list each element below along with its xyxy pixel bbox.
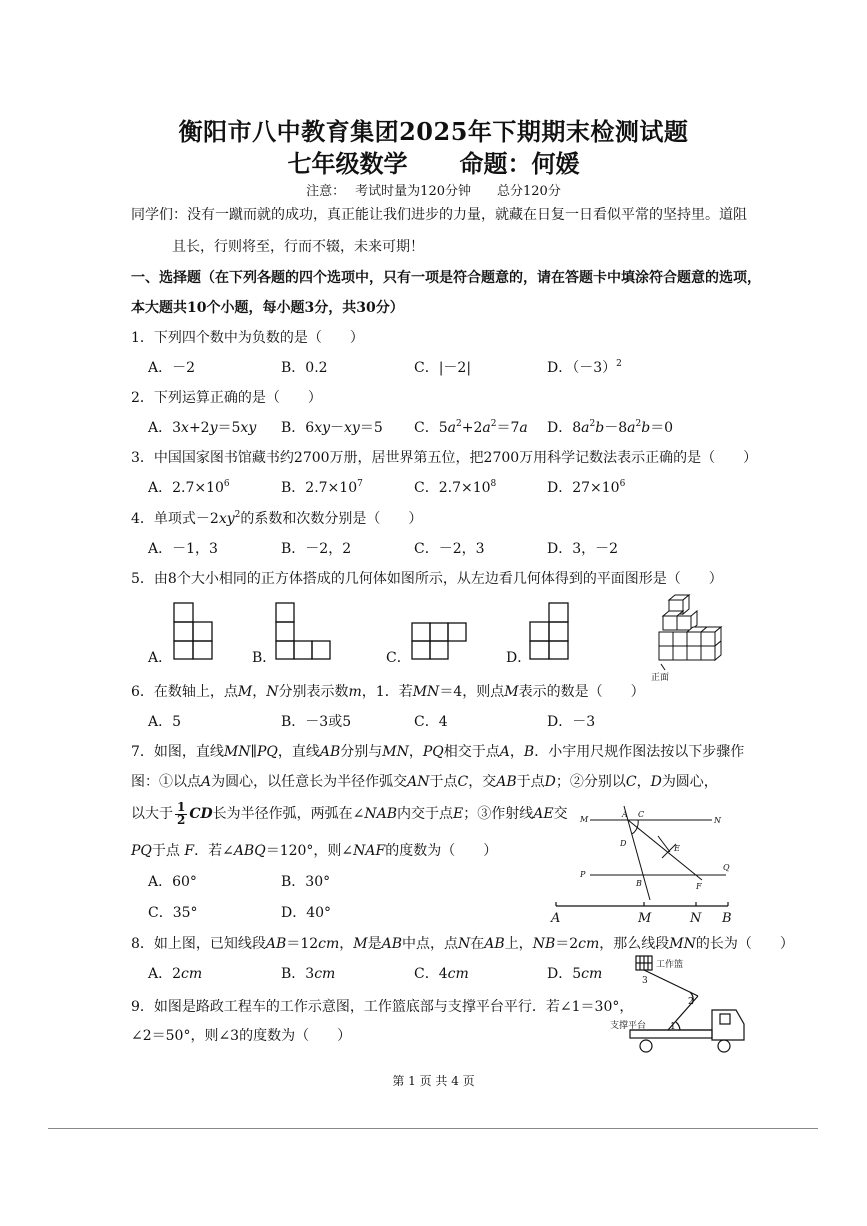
exam-subtitle: [0, 144, 867, 179]
greeting-line-2: 且长，行则将至，行而不辍，未来可期！: [172, 239, 424, 255]
q3-option-c: C．$2.7\times 10^8$: [414, 479, 497, 496]
q7-stem-1: 7．如图，直线MN∥PQ，直线AB分别与MN，PQ相交于点A，B．小宇用尺规作图法按以下步骤作: [131, 744, 745, 760]
front-view-label: 正面: [651, 673, 670, 683]
q1-option-c: C．|－2|: [414, 360, 472, 376]
q6-option-c: C．4: [414, 714, 448, 730]
greeting-line-1: 同学们：没有一蹴而就的成功，真正能让我们进步的力量，就藏在日复一日看似平常的坚持里。道阻: [131, 207, 747, 223]
q1-option-d: D．$(-3)^2$: [547, 359, 622, 376]
q2-option-d: D．$8a^2b-8a^2b=0$: [547, 419, 674, 436]
q9-stem-1: 9．如图是路政工程车的工作示意图，工作篮底部与支撑平台平行．若∠1＝30°，: [131, 999, 634, 1015]
q2-option-c: C．$5a^2+2a^2=7a$: [414, 419, 528, 436]
q7-geometry-figure: [578, 800, 738, 905]
q2-option-b: B．6xy－xy＝5: [281, 420, 383, 436]
q3-option-d: D．$27\times 10^6$: [547, 479, 626, 496]
q7-stem-2: 图：①以点A为圆心，以任意长为半径作弧交AN于点C，交AB于点D；②分别以C，D为圆心，: [131, 774, 718, 790]
q8-stem: 8．如上图，已知线段AB＝12cm，M是AB中点，点N在AB上，NB＝2cm，那么线段MN的长为（ ）: [131, 936, 794, 952]
section-heading-1: 一、选择题（在下列各题的四个选项中，只有一项是符合题意的，请在答题卡中填涂符合题意的选项，: [131, 270, 761, 286]
fig7-label-p: P: [580, 870, 586, 879]
q7-option-d: D．40°: [281, 905, 332, 921]
exam-title: 衡阳市八中教育集团2025年下期期末检测试题: [178, 117, 689, 146]
q5-figure-b: [275, 602, 331, 660]
exam-score: 总分120分: [497, 184, 561, 199]
q6-option-a: A．5: [148, 714, 182, 730]
fig8-label-m: M: [638, 911, 652, 926]
fig7-label-b: B: [636, 879, 642, 888]
q6-option-d: D．－3: [547, 714, 596, 730]
q7-option-b: B．30°: [281, 874, 331, 890]
q4-option-a: A．－1，3: [148, 541, 218, 557]
fig7-label-a: A: [622, 810, 628, 819]
angle-3-label: 3: [642, 976, 648, 986]
q8-segment-figure: [550, 900, 740, 926]
q8-option-a: A．2cm: [148, 966, 203, 982]
fig7-label-n: N: [714, 816, 721, 825]
q7-stem-3: 以大于 $\frac{1}{2}$ CD长为半径作弧，两弧在∠NAB内交于点E；③作射线AE交: [131, 800, 568, 827]
fig7-label-e: E: [674, 844, 680, 853]
q1-option-a: A．－2: [148, 360, 196, 376]
q5-option-d: D．: [506, 650, 532, 666]
q1-stem: 1．下列四个数中为负数的是（ ）: [131, 330, 364, 346]
q4-option-c: C．－2，3: [414, 541, 485, 557]
page-footer: 第 1 页 共 4 页: [392, 1074, 475, 1088]
basket-label: 工作篮: [656, 960, 684, 970]
q4-option-d: D．3，－2: [547, 541, 619, 557]
q3-stem: 3．中国国家图书馆藏书约2700万册，居世界第五位，把2700万用科学记数法表示正确的是（ ）: [131, 450, 758, 466]
q5-figure-d: [529, 602, 569, 660]
q5-figure-c: [411, 622, 467, 660]
fig7-label-q: Q: [723, 863, 730, 872]
q1-option-b: B．0.2: [281, 360, 328, 376]
fig7-label-f: F: [696, 882, 702, 891]
notice-label: 注意：: [306, 184, 346, 199]
platform-label: 支撑平台: [610, 1021, 647, 1031]
q5-stem: 5．由8个大小相同的正方体搭成的几何体如图所示，从左边看几何体得到的平面图形是（ ）: [131, 571, 723, 587]
angle-2-label: 2: [688, 997, 694, 1007]
fig8-label-n: N: [690, 911, 702, 926]
angle-1-label: 1: [670, 1022, 676, 1032]
q5-option-b: B．: [252, 650, 277, 666]
section-heading-2: 本大题共10个小题，每小题3分，共30分）: [131, 300, 404, 316]
exam-notice: [0, 180, 867, 199]
q8-option-c: C．4cm: [414, 966, 469, 982]
fig7-label-m: M: [580, 815, 589, 824]
fig8-label-a: A: [551, 911, 561, 926]
fig7-label-c: C: [638, 810, 645, 819]
q5-option-a: A．: [148, 650, 173, 666]
page-divider: [48, 1128, 818, 1129]
q3-option-a: A．$2.7\times 10^6$: [148, 479, 230, 496]
q8-option-b: B．3cm: [281, 966, 336, 982]
q7-option-c: C．35°: [148, 905, 198, 921]
q3-option-b: B．$2.7\times 10^7$: [281, 479, 363, 496]
q7-option-a: A．60°: [148, 874, 197, 890]
q2-stem: 2．下列运算正确的是（ ）: [131, 390, 322, 406]
q5-option-c: C．: [386, 650, 411, 666]
fig7-label-d: D: [620, 839, 627, 848]
fig8-label-b: B: [722, 911, 732, 926]
q2-option-a: A．3x+2y＝5xy: [148, 420, 257, 436]
q4-stem: 4．单项式$-2xy^2$的系数和次数分别是（ ）: [131, 510, 423, 527]
q5-figure-a: [173, 602, 213, 660]
q4-option-b: B．－2，2: [281, 541, 352, 557]
subject: 七年级数学: [287, 149, 408, 178]
q9-stem-2: ∠2＝50°，则∠3的度数为（ ）: [131, 1028, 352, 1044]
author: 命题：何媛: [459, 149, 580, 178]
q6-stem: 6．在数轴上，点M，N分别表示数m，1．若MN＝4，则点M表示的数是（ ）: [131, 684, 645, 700]
q7-stem-4: PQ于点 F．若∠ABQ＝120°，则∠NAF的度数为（ ）: [131, 843, 498, 859]
q9-truck-figure: [610, 952, 750, 1056]
exam-time: 考试时量为120分钟: [355, 184, 471, 199]
q6-option-b: B．－3或5: [281, 714, 352, 730]
q8-option-d: D．5cm: [547, 966, 603, 982]
